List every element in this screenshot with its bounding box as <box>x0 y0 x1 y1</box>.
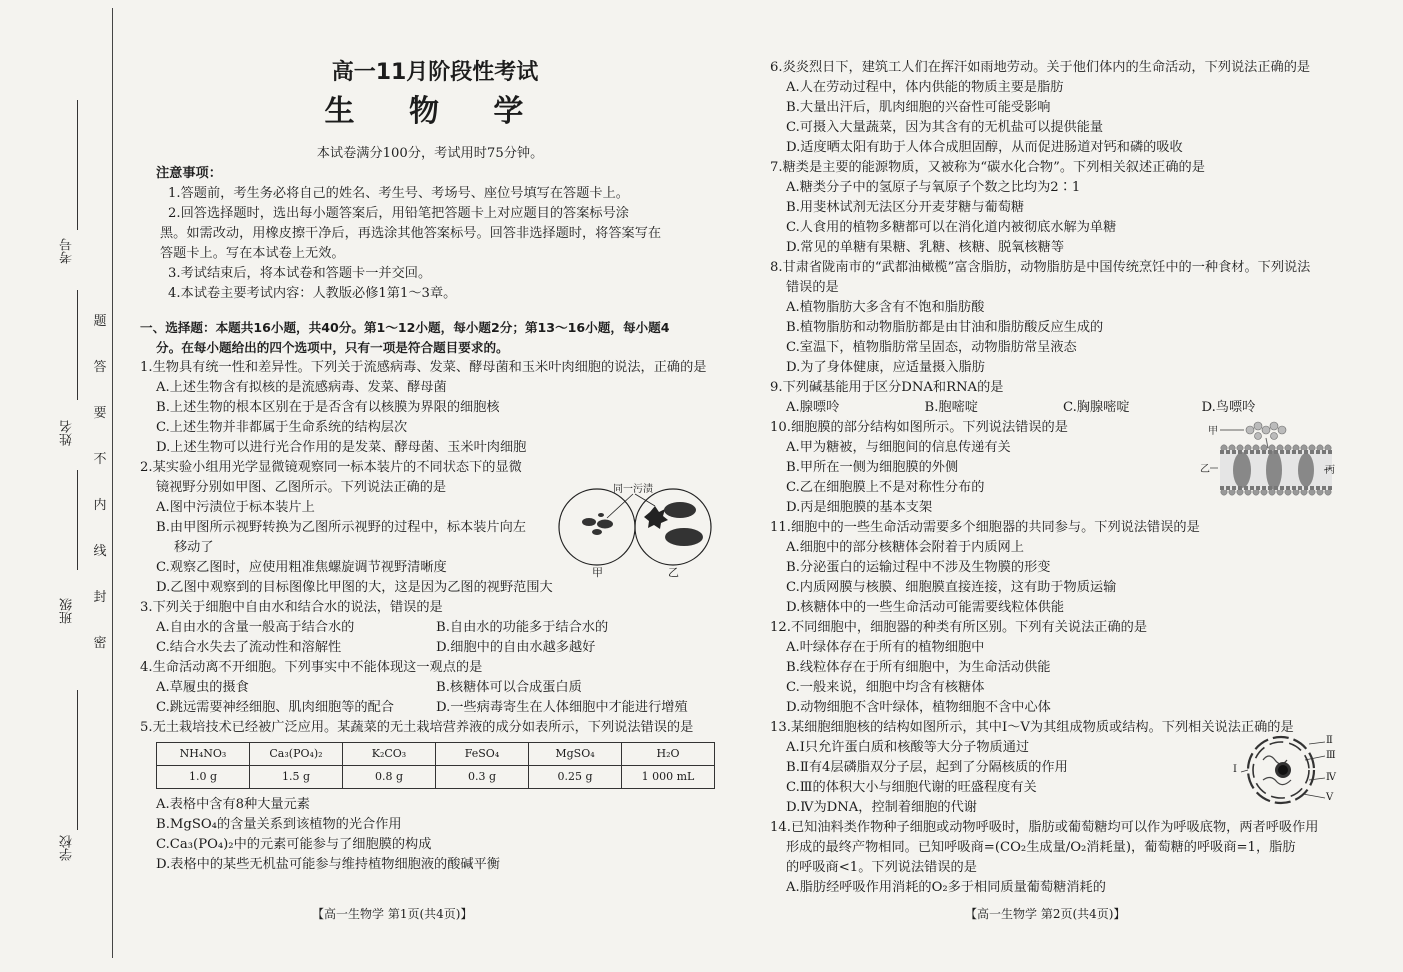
binding-strip <box>0 0 118 972</box>
option: C.一般来说，细胞中均含有核糖体 <box>786 680 985 695</box>
figure-label: 甲 <box>1208 426 1218 437</box>
question-stem: 7.糖类是主要的能源物质，又被称为“碳水化合物”。下列相关叙述正确的是 <box>770 160 1205 175</box>
notice-line: 黑。如需改动，用橡皮擦干净后，再选涂其他答案标号。回答非选择题时，将答案写在 <box>160 226 662 241</box>
option: C.内质网膜与核膜、细胞膜直接连接，这有助于物质运输 <box>786 580 1117 595</box>
option: B.分泌蛋白的运输过程中不涉及生物膜的形变 <box>786 560 1051 575</box>
option: D.乙图中观察到的目标图像比甲图的大，这是因为乙图的视野范围大 <box>156 580 553 595</box>
notice-line: 2.回答选择题时，选出每小题答案后，用铅笔把答题卡上对应题目的答案标号涂 <box>168 206 629 221</box>
option: A.植物脂肪大多含有不饱和脂肪酸 <box>786 300 985 315</box>
option: B.由甲图所示视野转换为乙图所示视野的过程中，标本装片向左 <box>156 520 526 535</box>
option: D.上述生物可以进行光合作用的是发菜、酵母菌、玉米叶肉细胞 <box>156 440 527 455</box>
question-stem: 错误的是 <box>786 280 839 295</box>
question-stem: 3.下列关于细胞中自由水和结合水的说法，错误的是 <box>140 600 443 615</box>
option: B.植物脂肪和动物脂肪都是由甘油和脂肪酸反应生成的 <box>786 320 1104 335</box>
question-stem: 1.生物具有统一性和差异性。下列关于流感病毒、发菜、酵母菌和玉米叶肉细胞的说法，正确的是 <box>140 360 707 375</box>
question-stem: 12.不同细胞中，细胞器的种类有所区别。下列有关说法正确的是 <box>770 620 1148 635</box>
figure-label: 同一污渍 <box>613 484 653 495</box>
option: A.腺嘌呤 <box>786 400 840 415</box>
option: C.上述生物并非都属于生命系统的结构层次 <box>156 420 408 435</box>
option: C.人食用的植物多糖都可以在消化道内被彻底水解为单糖 <box>786 220 1117 235</box>
figure-label: Ⅴ <box>1326 792 1334 803</box>
option: B.大量出汗后，肌肉细胞的兴奋性可能受影响 <box>786 100 1051 115</box>
exam-info: 本试卷满分100分，考试用时75分钟。 <box>316 146 544 161</box>
option: C.乙在细胞膜上不是对称性分布的 <box>786 480 985 495</box>
cell-membrane-figure <box>1198 418 1338 498</box>
field-label-name: 姓名 <box>60 420 75 446</box>
question-stem: 的呼吸商<1。下列说法错误的是 <box>786 860 977 875</box>
option: D.表格中的某些无机盐可能参与维持植物细胞液的酸碱平衡 <box>156 857 500 872</box>
option: A.图中污渍位于标本装片上 <box>156 500 315 515</box>
option: C.Ⅲ的体积大小与细胞代谢的旺盛程度有关 <box>786 780 1037 795</box>
table-row <box>157 766 715 789</box>
section-heading: 一、选择题：本题共16小题，共40分。第1～12小题，每小题2分；第13～16小题，每小题4 <box>140 320 670 335</box>
option: D.适度晒太阳有助于人体合成胆固醇，从而促进肠道对钙和磷的吸收 <box>786 140 1183 155</box>
nutrient-table <box>156 742 715 789</box>
field-label-school: 学校 <box>60 835 75 861</box>
table-header-row <box>157 743 715 766</box>
option: B.甲所在一侧为细胞膜的外侧 <box>786 460 959 475</box>
option: D.动物细胞不含叶绿体，植物细胞不含中心体 <box>786 700 1051 715</box>
figure-label: 甲 <box>592 566 603 579</box>
footer-right: 【高一生物学 第2页(共4页)】 <box>965 907 1126 921</box>
question-stem: 8.甘肃省陇南市的“武都油橄榄”富含脂肪，动物脂肪是中国传统烹饪中的一种食材。下列说法 <box>770 260 1311 275</box>
table-cell: 0.3 g <box>436 766 529 789</box>
option: A.自由水的含量一般高于结合水的 <box>156 620 355 635</box>
option: C.可摄入大量蔬菜，因为其含有的无机盐可以提供能量 <box>786 120 1104 135</box>
option: B.线粒体存在于所有细胞中，为生命活动供能 <box>786 660 1051 675</box>
footer-left: 【高一生物学 第1页(共4页)】 <box>312 907 473 921</box>
question-stem: 4.生命活动离不开细胞。下列事实中不能体现这一观点的是 <box>140 660 483 675</box>
exam-title: 高一11月阶段性考试 <box>331 60 539 85</box>
table-cell: 0.25 g <box>529 766 622 789</box>
table-header-cell: MgSO₄ <box>529 743 622 766</box>
question-stem: 10.细胞膜的部分结构如图所示。下列说法错误的是 <box>770 420 1068 435</box>
option: D.常见的单糖有果糖、乳糖、核糖、脱氧核糖等 <box>786 240 1065 255</box>
option: C.结合水失去了流动性和溶解性 <box>156 640 342 655</box>
option: A.甲为糖被，与细胞间的信息传递有关 <box>786 440 1011 455</box>
option: A.糖类分子中的氢原子与氧原子个数之比均为2∶1 <box>786 180 1081 195</box>
microscope-figure <box>555 482 720 577</box>
notice-line: 4.本试卷主要考试内容：人教版必修1第1～3章。 <box>168 286 457 301</box>
question-stem: 2.某实验小组用光学显微镜观察同一标本装片的不同状态下的显微 <box>140 460 522 475</box>
option: B.Ⅱ有4层磷脂双分子层，起到了分隔核质的作用 <box>786 760 1068 775</box>
notice-line: 答题卡上。写在本试卷上无效。 <box>160 246 345 261</box>
option: B.用斐林试剂无法区分开麦芽糖与葡萄糖 <box>786 200 1025 215</box>
option: C.跳远需要神经细胞、肌肉细胞等的配合 <box>156 700 394 715</box>
table-header-cell: K₂CO₃ <box>343 743 436 766</box>
question-stem: 5.无土栽培技术已经被广泛应用。某蔬菜的无土栽培营养液的成分如表所示，下列说法错误的是 <box>140 720 694 735</box>
notice-heading: 注意事项： <box>156 166 222 181</box>
option: A.脂肪经呼吸作用消耗的O₂多于相同质量葡萄糖消耗的 <box>786 880 1106 895</box>
question-stem: 11.细胞中的一些生命活动需要多个细胞器的共同参与。下列说法错误的是 <box>770 520 1200 535</box>
question-stem: 6.炎炎烈日下，建筑工人们在挥汗如雨地劳动。关于他们体内的生命活动，下列说法正确的是 <box>770 60 1311 75</box>
page-1-column <box>140 58 720 875</box>
option: B.MgSO₄的含量关系到该植物的光合作用 <box>156 817 402 832</box>
field-label-exam-number: 考号 <box>60 238 75 264</box>
option: D.细胞中的自由水越多越好 <box>436 640 596 655</box>
figure-label: Ⅰ <box>1233 764 1237 775</box>
question-stem: 形成的最终产物相同。已知呼吸商=(CO₂生成量/O₂消耗量)，葡萄糖的呼吸商=1，脂肪 <box>786 840 1296 855</box>
notice-line: 3.考试结束后，将本试卷和答题卡一并交回。 <box>168 266 432 281</box>
table-cell: 0.8 g <box>343 766 436 789</box>
table-cell: 1.5 g <box>250 766 343 789</box>
option: D.Ⅳ为DNA，控制着细胞的代谢 <box>786 800 977 815</box>
option: D.一些病毒寄生在人体细胞中才能进行增殖 <box>436 700 688 715</box>
option: C.胸腺嘧啶 <box>1063 400 1130 415</box>
table-header-cell: FeSO₄ <box>436 743 529 766</box>
option: C.观察乙图时，应使用粗准焦螺旋调节视野清晰度 <box>156 560 447 575</box>
option: D.核糖体中的一些生命活动可能需要线粒体供能 <box>786 600 1065 615</box>
option: D.为了身体健康，应适量摄入脂肪 <box>786 360 985 375</box>
option: D.鸟嘌呤 <box>1201 400 1256 415</box>
figure-label: Ⅱ <box>1326 735 1333 746</box>
figure-label: Ⅳ <box>1326 772 1336 783</box>
option: B.核糖体可以合成蛋白质 <box>436 680 582 695</box>
option: C.室温下，植物脂肪常呈固态，动物脂肪常呈液态 <box>786 340 1077 355</box>
seal-text: 题 答 要 不 内 线 封 密 <box>93 314 107 651</box>
table-cell: 1 000 mL <box>622 766 715 789</box>
binding-line <box>112 8 113 958</box>
figure-label: 丙 <box>1325 465 1335 476</box>
option: A.草履虫的摄食 <box>156 680 249 695</box>
option: A.表格中含有8种大量元素 <box>156 797 310 812</box>
figure-label: 乙 <box>1200 464 1210 475</box>
option: D.丙是细胞膜的基本支架 <box>786 500 933 515</box>
option: 移动了 <box>174 540 214 555</box>
question-stem: 14.已知油料类作物种子细胞或动物呼吸时，脂肪或葡萄糖均可以作为呼吸底物，两者呼吸作用 <box>770 820 1319 835</box>
table-header-cell: H₂O <box>622 743 715 766</box>
option: A.人在劳动过程中，体内供能的物质主要是脂肪 <box>786 80 1064 95</box>
option: C.Ca₃(PO₄)₂中的元素可能参与了细胞膜的构成 <box>156 837 432 852</box>
table-header-cell: Ca₃(PO₄)₂ <box>250 743 343 766</box>
question-stem: 镜视野分别如甲图、乙图所示。下列说法正确的是 <box>156 480 447 495</box>
question-stem: 9.下列碱基能用于区分DNA和RNA的是 <box>770 380 1004 395</box>
figure-label: Ⅲ <box>1326 750 1336 761</box>
option: A.叶绿体存在于所有的植物细胞中 <box>786 640 985 655</box>
option: B.胞嘧啶 <box>924 400 978 415</box>
table-header-cell: NH₄NO₃ <box>157 743 250 766</box>
question-stem: 13.某细胞细胞核的结构如图所示，其中Ⅰ～Ⅴ为其组成物质或结构。下列相关说法正确的是 <box>770 720 1294 735</box>
option: A.Ⅰ只允许蛋白质和核酸等大分子物质通过 <box>786 740 1030 755</box>
cell-nucleus-figure <box>1233 730 1338 810</box>
notice-line: 1.答题前，考生务必将自己的姓名、考生号、考场号、座位号填写在答题卡上。 <box>168 186 629 201</box>
field-label-class: 班级 <box>60 598 75 624</box>
option: A.上述生物含有拟核的是流感病毒、发菜、酵母菌 <box>156 380 447 395</box>
section-heading: 分。在每小题给出的四个选项中，只有一项是符合题目要求的。 <box>156 340 509 355</box>
figure-label: 乙 <box>668 566 679 579</box>
option: B.自由水的功能多于结合水的 <box>436 620 609 635</box>
table-cell: 1.0 g <box>157 766 250 789</box>
subject-title: 生 物 学 <box>324 94 546 129</box>
option: B.上述生物的根本区别在于是否含有以核膜为界限的细胞核 <box>156 400 500 415</box>
option: A.细胞中的部分核糖体会附着于内质网上 <box>786 540 1024 555</box>
